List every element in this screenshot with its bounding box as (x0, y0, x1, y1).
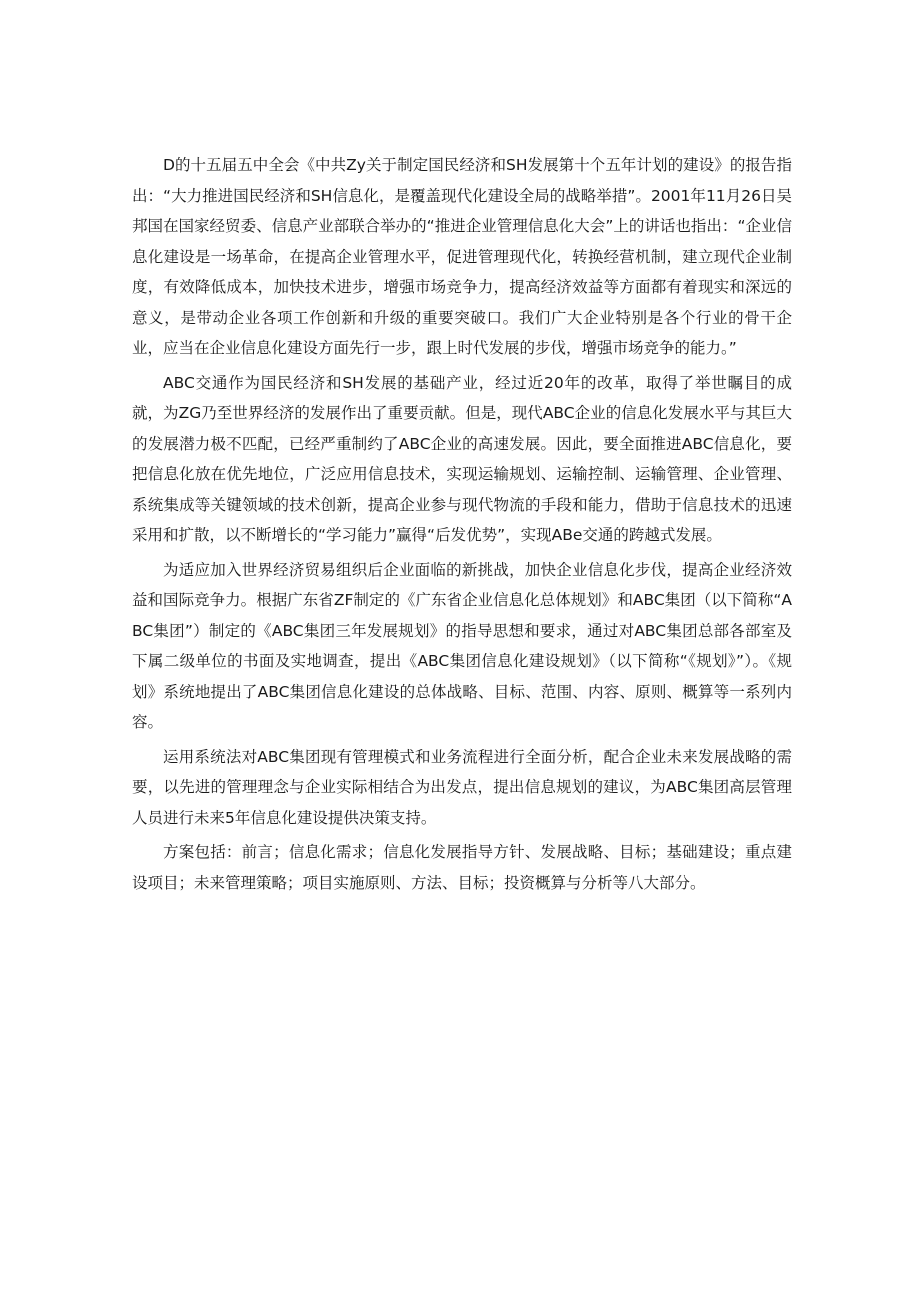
paragraph-2: ABC交通作为国民经济和SH发展的基础产业，经过近20年的改革，取得了举世瞩目的成就，为ZG乃至世界经济的发展作出了重要贡献。但是，现代ABC企业的信息化发展水平与其巨大的发展潜力极不匹配，已经严重制约了ABC企业的高速发展。因此，要全面推进ABC信息化，要把信息化放在优先地位，广泛应用信息技术，实现运输规划、运输控制、运输管理、企业管理、系统集成等关键领域的技术创新，提高企业参与现代物流的手段和能力，借助于信息技术的迅速采用和扩散，以不断增长的“学习能力”赢得“后发优势”，实现ABe交通的跨越式发展。 (132, 373, 792, 544)
paragraph-4: 运用系统法对ABC集团现有管理模式和业务流程进行全面分析，配合企业未来发展战略的需要，以先进的管理理念与企业实际相结合为出发点，提出信息规划的建议，为ABC集团高层管理人员进行未来5年信息化建设提供决策支持。 (132, 747, 792, 827)
paragraph-5: 方案包括：前言；信息化需求；信息化发展指导方针、发展战略、目标；基础建设；重点建设项目；未来管理策略；项目实施原则、方法、目标；投资概算与分析等八大部分。 (132, 843, 792, 892)
document-body (132, 150, 792, 902)
paragraph-3: 为适应加入世界经济贸易组织后企业面临的新挑战，加快企业信息化步伐，提高企业经济效益和国际竞争力。根据广东省ZF制定的《广东省企业信息化总体规划》和ABC集团（以下简称“ABC集团”）制定的《ABC集团三年发展规划》的指导思想和要求，通过对ABC集团总部各部室及下属二级单位的书面及实地调查，提出《ABC集团信息化建设规划》（以下简称“《规划》”）。《规划》系统地提出了ABC集团信息化建设的总体战略、目标、范围、内容、原则、概算等一系列内容。 (132, 560, 792, 731)
paragraph-1: D的十五届五中全会《中共Zy关于制定国民经济和SH发展第十个五年计划的建设》的报告指出：“大力推进国民经济和SH信息化，是覆盖现代化建设全局的战略举措”。2001年11月26日吴邦国在国家经贸委、信息产业部联合举办的“推进企业管理信息化大会”上的讲话也指出：“企业信息化建设是一场革命，在提高企业管理水平，促进管理现代化，转换经营机制，建立现代企业制度，有效降低成本，加快技术进步，增强市场竞争力，提高经济效益等方面都有着现实和深远的意义，是带动企业各项工作创新和升级的重要突破口。我们广大企业特别是各个行业的骨干企业，应当在企业信息化建设方面先行一步，跟上时代发展的步伐，增强市场竞争的能力。” (132, 156, 792, 357)
